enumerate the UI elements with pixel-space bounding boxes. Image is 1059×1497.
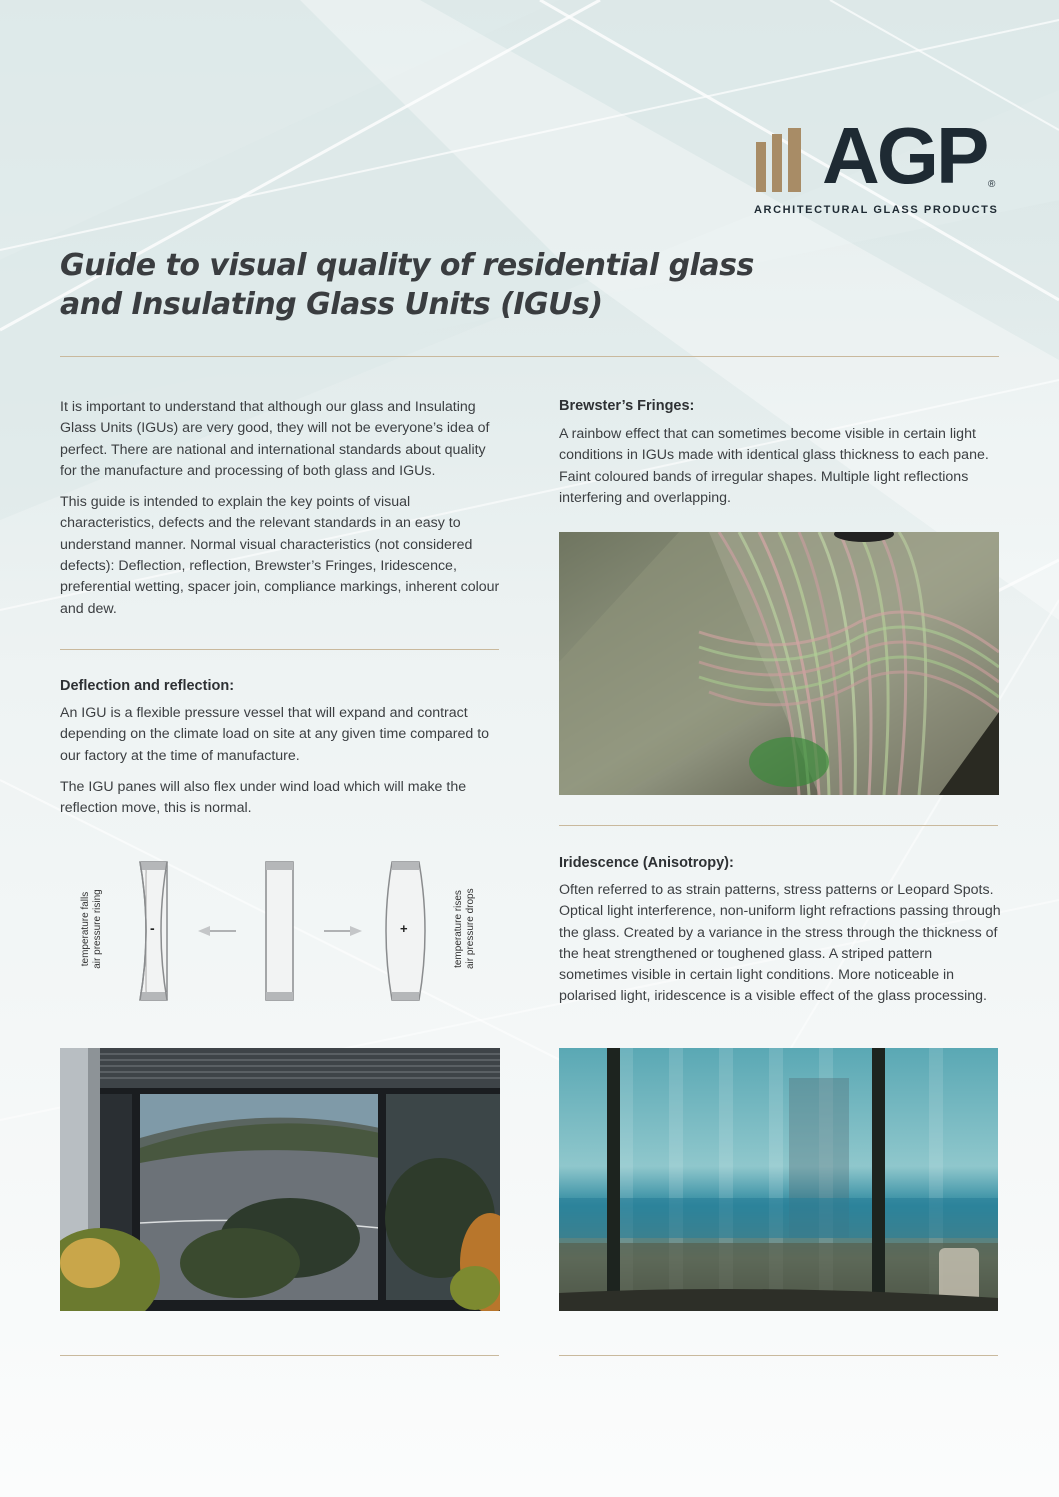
left-bottom-divider	[60, 1355, 499, 1356]
arrow-left-icon	[198, 926, 236, 936]
intro-divider	[60, 649, 499, 650]
iridescence-photo	[559, 1048, 998, 1311]
deflection-paragraph-1: An IGU is a flexible pressure vessel that will expand and contract depending on the climate load on site at any given time compared to our factory at the time of manufacture.	[60, 705, 490, 764]
intro-paragraph-1: It is important to understand that although our glass and Insulating Glass Units (IGUs) are very good, they will not be everyone’s idea of perfect. There are national and international standards about quality for the manufacture and processing of both glass and IGUs.	[60, 399, 490, 479]
title-divider	[60, 356, 999, 357]
flat-igu-unit	[266, 862, 293, 1000]
brewster-fringes-photo	[559, 532, 999, 795]
registered-mark: ®	[988, 179, 996, 190]
intro-paragraph-2: This guide is intended to explain the key points of visual characteristics, defects and the relevant standards in an easy to understand manner. Normal visual characteristics (not considered defects): Deflection, reflection, Brewster’s Fringes, Iridescence, preferential wetting, spacer join, compliance markings, inherent colour and dew.	[60, 494, 500, 617]
iridescence-text	[559, 880, 1001, 1018]
intro-text	[60, 397, 500, 630]
window-reflection-photo	[60, 1048, 500, 1311]
temperature-falls-label: temperature falls air pressure rising	[80, 889, 103, 969]
title-line-1: Guide to visual quality of residential glass	[60, 248, 754, 283]
minus-sign: -	[150, 920, 155, 936]
page-title	[60, 246, 760, 324]
iridescence-heading: Iridescence (Anisotropy):	[559, 855, 734, 871]
title-line-2: and Insulating Glass Units (IGUs)	[60, 287, 603, 322]
deflection-paragraph-2: The IGU panes will also flex under wind load which will make the reflection move, this is normal.	[60, 778, 467, 817]
arrow-right-icon	[324, 926, 362, 936]
agp-logo	[754, 111, 1000, 218]
igu-deflection-diagram	[60, 852, 500, 1012]
building-bars-icon	[754, 126, 810, 196]
brewster-paragraph: A rainbow effect that can sometimes become visible in certain light conditions in IGUs made with identical glass thickness to each pane. Faint coloured bands of irregular shapes. Multiple light reflections interfering and overlapping.	[559, 426, 989, 506]
deflection-text	[60, 703, 500, 829]
igu-panes-illustration	[60, 852, 500, 1012]
brewster-heading: Brewster’s Fringes:	[559, 398, 695, 414]
brewster-divider	[559, 825, 998, 826]
iridescence-paragraph: Often referred to as strain patterns, stress patterns or Leopard Spots. Optical light interference, non-uniform light refractions passing through the glass. Created by a variance in the stress through the thickness of the heat strengthened or toughened glass. A striped pattern sometimes visible in certain light conditions. More noticeable in polarised light, iridescence is a visible effect of the glass processing.	[559, 882, 1001, 1005]
plus-sign: +	[400, 921, 408, 936]
brewster-text	[559, 424, 1001, 519]
temperature-rises-label: temperature rises air pressure drops	[453, 888, 476, 969]
deflection-heading: Deflection and reflection:	[60, 678, 235, 694]
logo-wordmark: AGP	[822, 111, 987, 200]
right-bottom-divider	[559, 1355, 998, 1356]
logo-tagline: ARCHITECTURAL GLASS PRODUCTS	[754, 204, 999, 216]
